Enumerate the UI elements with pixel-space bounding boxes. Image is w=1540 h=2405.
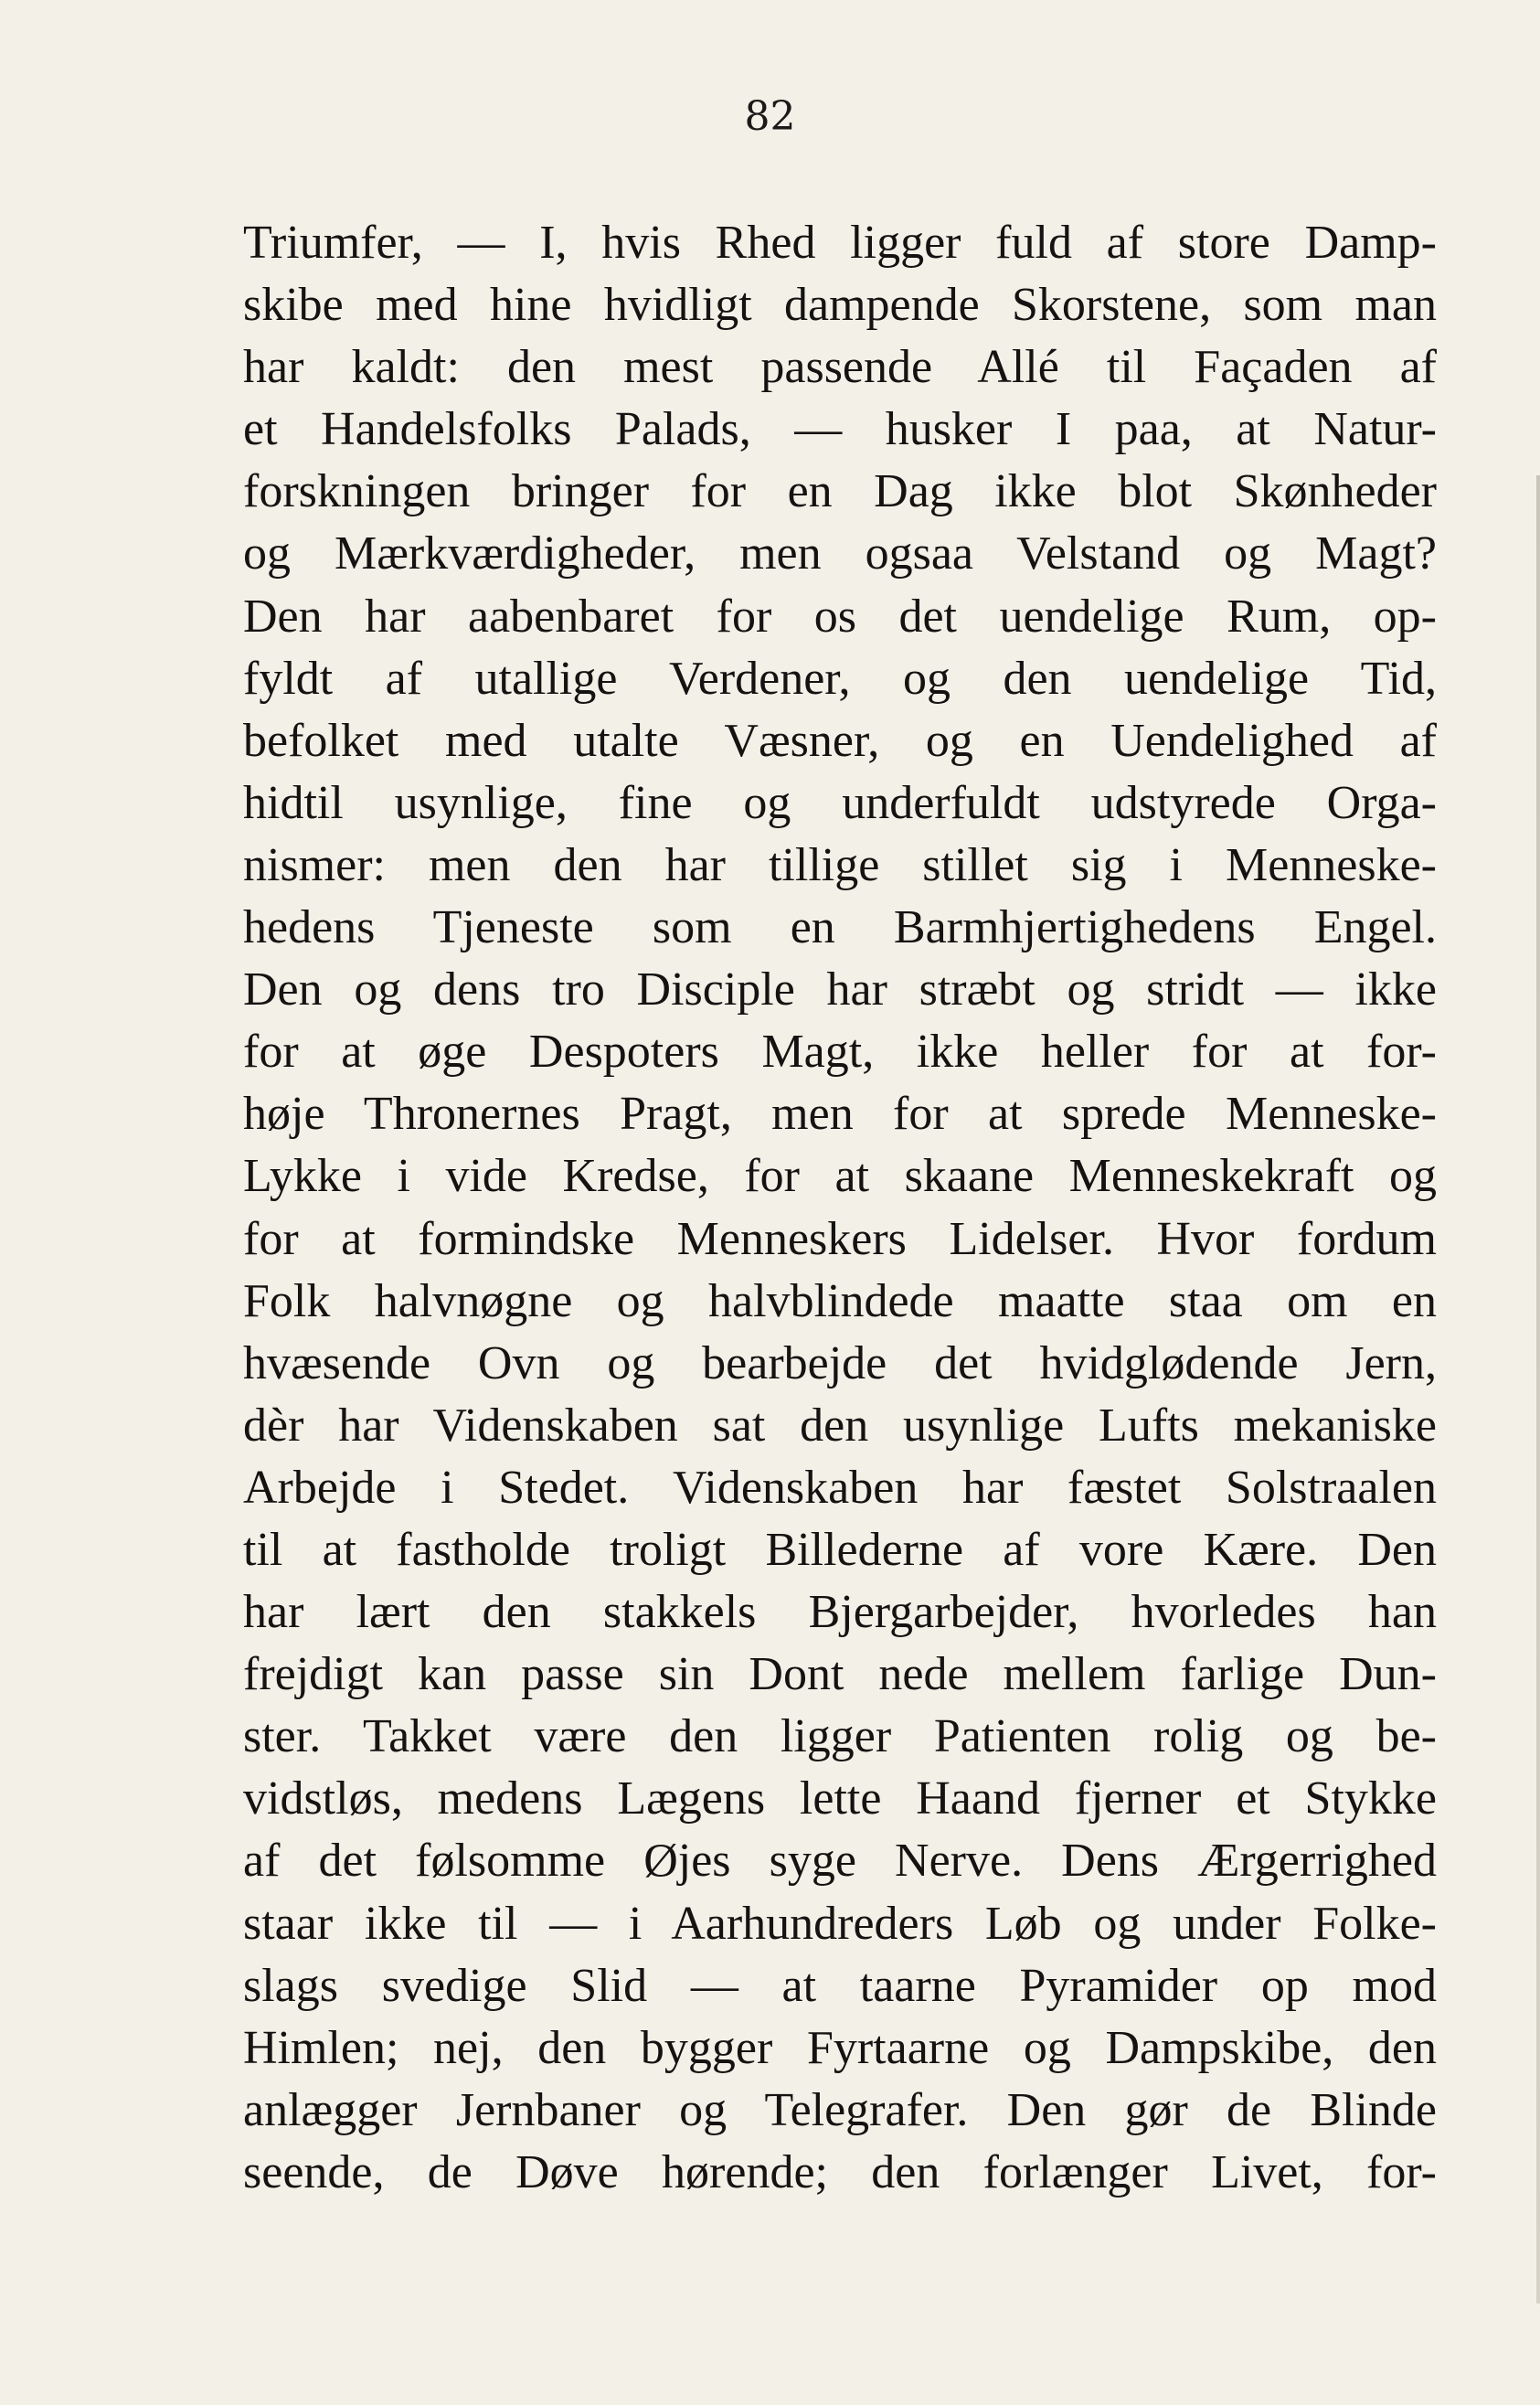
- text-line: et Handelsfolks Palads, — husker I paa, at Natur-: [243, 403, 1437, 456]
- page-edge: [1536, 475, 1540, 2304]
- text-line: til at fastholde troligt Billederne af vore Kære. Den: [243, 1523, 1437, 1576]
- text-line: slags svedige Slid — at taarne Pyramider op mod: [243, 1959, 1437, 2012]
- text-line: Den og dens tro Disciple har stræbt og stridt — ikke: [243, 963, 1437, 1016]
- text-line: dèr har Videnskaben sat den usynlige Lufts mekaniske: [243, 1399, 1437, 1452]
- text-line: Himlen; nej, den bygger Fyrtaarne og Dampskibe, den: [243, 2021, 1437, 2074]
- page-number: 82: [744, 93, 796, 140]
- text-line: hvæsende Ovn og bearbejde det hvidglødende Jern,: [243, 1336, 1437, 1389]
- text-line: vidstløs, medens Lægens lette Haand fjerner et Stykke: [243, 1772, 1437, 1825]
- text-line: for at øge Despoters Magt, ikke heller for at for-: [243, 1026, 1437, 1079]
- text-line: og Mærkværdigheder, men ogsaa Velstand og Magt?: [243, 527, 1437, 580]
- text-line: af det følsomme Øjes syge Nerve. Dens Ærgerrighed: [243, 1835, 1437, 1888]
- text-line: anlægger Jernbaner og Telegrafer. Den gør de Blinde: [243, 2083, 1437, 2136]
- text-line: hidtil usynlige, fine og underfuldt udstyrede Orga-: [243, 776, 1437, 829]
- text-line: fyldt af utallige Verdener, og den uendelige Tid,: [243, 652, 1437, 705]
- text-line: ster. Takket være den ligger Patienten rolig og be-: [243, 1710, 1437, 1763]
- text-line: Arbejde i Stedet. Videnskaben har fæstet Solstraalen: [243, 1461, 1437, 1514]
- text-line: for at formindske Menneskers Lidelser. Hvor fordum: [243, 1212, 1437, 1265]
- text-line: Triumfer, — I, hvis Rhed ligger fuld af store Damp-: [243, 217, 1437, 269]
- text-line: høje Thronernes Pragt, men for at sprede Menneske-: [243, 1088, 1437, 1141]
- text-line: forskningen bringer for en Dag ikke blot Skønheder: [243, 465, 1437, 518]
- text-line: seende, de Døve hørende; den forlænger Livet, for-: [243, 2145, 1437, 2198]
- text-line: Folk halvnøgne og halvblindede maatte staa om en: [243, 1274, 1437, 1327]
- text-line: skibe med hine hvidligt dampende Skorstene, som man: [243, 279, 1437, 332]
- text-line: har kaldt: den mest passende Allé til Façaden af: [243, 341, 1437, 394]
- text-line: har lært den stakkels Bjergarbejder, hvorledes han: [243, 1586, 1437, 1639]
- text-line: Den har aabenbaret for os det uendelige Rum, op-: [243, 590, 1437, 643]
- text-line: Lykke i vide Kredse, for at skaane Menneskekraft og: [243, 1150, 1437, 1203]
- body-text: [243, 212, 1437, 2204]
- text-line: befolket med utalte Væsner, og en Uendelighed af: [243, 714, 1437, 767]
- text-line: staar ikke til — i Aarhundreders Løb og under Folke-: [243, 1897, 1437, 1950]
- text-line: frejdigt kan passe sin Dont nede mellem farlige Dun-: [243, 1648, 1437, 1701]
- text-line: nismer: men den har tillige stillet sig i Menneske-: [243, 838, 1437, 891]
- text-line: hedens Tjeneste som en Barmhjertighedens Engel.: [243, 901, 1437, 954]
